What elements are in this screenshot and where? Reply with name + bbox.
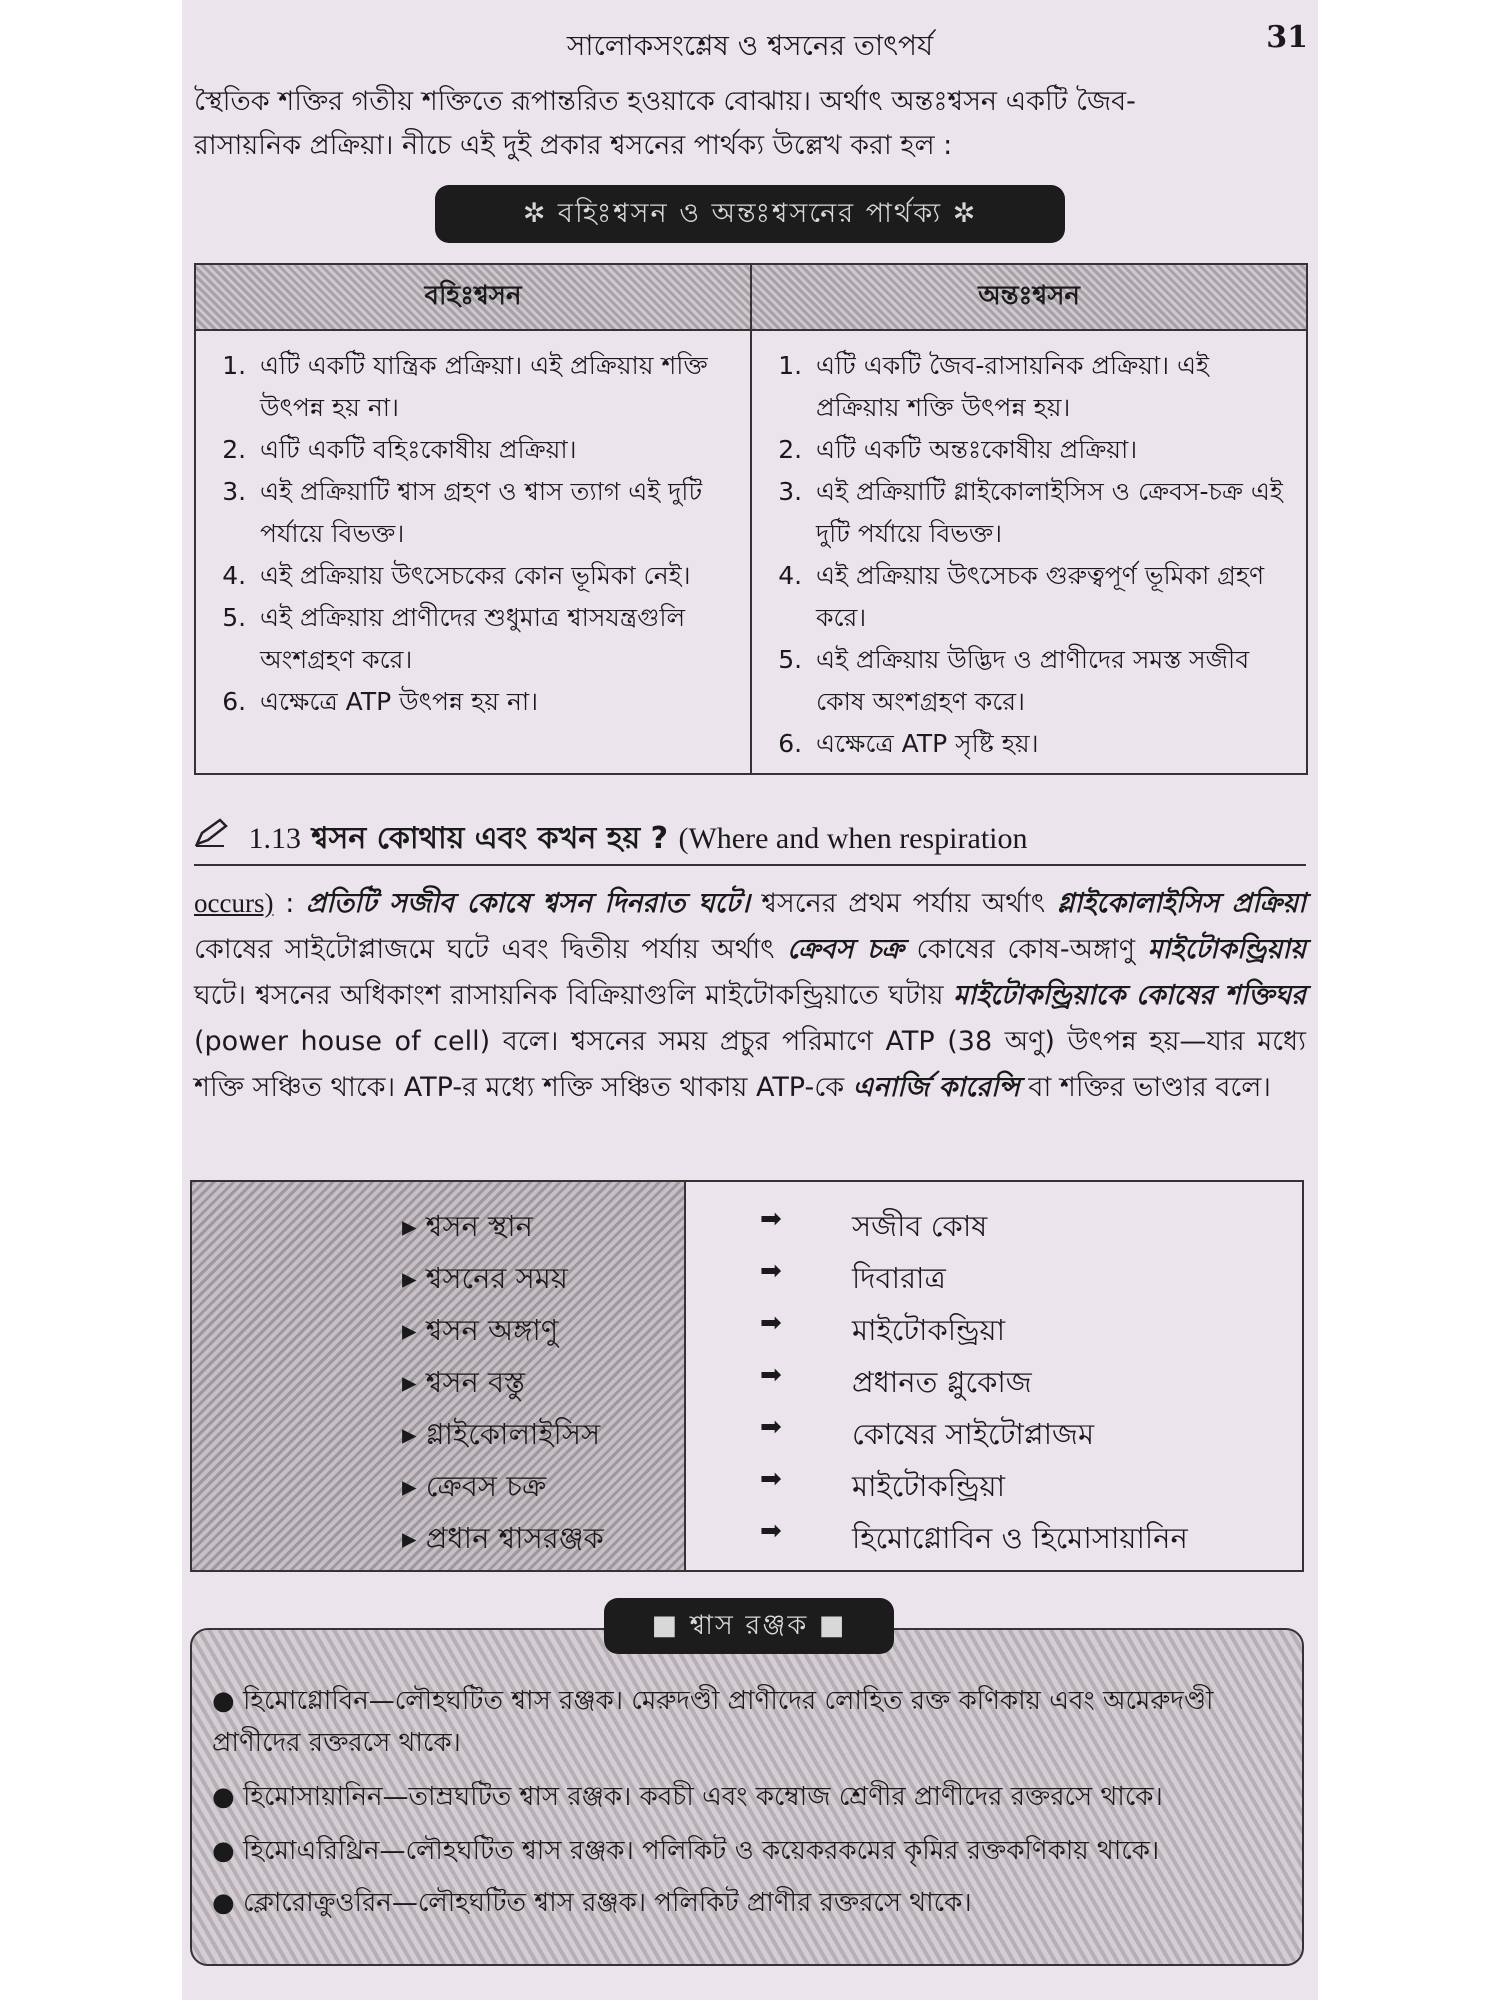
intro-line-1: স্থৈতিক শক্তির গতীয় শক্তিতে রূপান্তরিত হওয়াকে বোঝায়। অর্থাৎ অন্তঃশ্বসন একটি জৈব- xyxy=(194,86,1136,117)
list-item: 3. এই প্রক্রিয়াটি গ্লাইকোলাইসিস ও ক্রেবস-চক্র এই দুটি পর্যায়ে বিভক্ত। xyxy=(810,471,1292,555)
fact-value: হিমোগ্লোবিন ও হিমোসায়ানিন xyxy=(852,1521,1188,1555)
fact-label: ▸ শ্বসন অঙ্গাণু xyxy=(402,1313,559,1347)
respiratory-pigments-box xyxy=(190,1628,1304,1966)
fact-row xyxy=(192,1300,1302,1352)
fact-row xyxy=(192,1248,1302,1300)
pencil-icon xyxy=(194,818,230,856)
fact-value: প্রধানত গ্লুকোজ xyxy=(852,1365,1032,1399)
pigment-item: ● হিমোগ্লোবিন—লৌহঘটিত শ্বাস রঞ্জক। মেরুদণ্ডী প্রাণীদের লোহিত রক্ত কণিকায় এবং অমেরুদণ্ডী প্রাণীদের রক্তরসে থাকে। xyxy=(212,1686,1214,1758)
arrow-icon: ➡ xyxy=(760,1516,782,1546)
list-item: 2. এটি একটি অন্তঃকোষীয় প্রক্রিয়া। xyxy=(810,429,1292,471)
list-item: 4. এই প্রক্রিয়ায় উৎসেচকের কোন ভূমিকা নেই। xyxy=(254,555,736,597)
emphasis-text: প্রতিটি সজীব কোষে শ্বসন দিনরাত ঘটে। xyxy=(306,888,750,919)
arrow-icon: ➡ xyxy=(760,1464,782,1494)
respiratory-pigment-banner: ■ শ্বাস রঞ্জক ■ xyxy=(604,1598,894,1654)
list-item: 6. এক্ষেত্রে ATP উৎপন্ন হয় না। xyxy=(254,681,736,723)
body-text: কোষের সাইটোপ্লাজমে ঘটে এবং দ্বিতীয় পর্যায় অর্থাৎ xyxy=(194,934,788,965)
list-item: 1. এটি একটি জৈব-রাসায়নিক প্রক্রিয়া। এই প্রক্রিয়ায় শক্তি উৎপন্ন হয়। xyxy=(810,345,1292,429)
fact-value: দিবারাত্র xyxy=(852,1261,946,1295)
fact-row xyxy=(192,1404,1302,1456)
fact-label: ▸ শ্বসন স্থান xyxy=(402,1209,533,1243)
emphasis-text: মাইটোকন্ড্রিয়াকে কোষের শক্তিঘর xyxy=(953,980,1307,1011)
list-item: 1. এটি একটি যান্ত্রিক প্রক্রিয়া। এই প্রক্রিয়ায় শক্তি উৎপন্ন হয় না। xyxy=(254,345,736,429)
arrow-icon: ➡ xyxy=(760,1412,782,1442)
comparison-table xyxy=(194,263,1308,775)
respiration-facts-table xyxy=(190,1180,1304,1572)
list-item: 6. এক্ষেত্রে ATP সৃষ্টি হয়। xyxy=(810,723,1292,765)
section-title-bengali: শ্বসন কোথায় এবং কখন হয় ? xyxy=(311,821,669,856)
pigment-item: ● ক্লোরোক্রুওরিন—লৌহঘটিত শ্বাস রঞ্জক। পলিকিট প্রাণীর রক্তরসে থাকে। xyxy=(212,1888,972,1918)
emphasis-text: মাইটোকন্ড্রিয়ায় xyxy=(1147,934,1306,965)
fact-label: ▸ শ্বসন বস্তু xyxy=(402,1365,526,1399)
fact-value: সজীব কোষ xyxy=(852,1209,988,1243)
textbook-page xyxy=(182,0,1318,2000)
emphasis-text: ক্রেবস চক্র xyxy=(787,934,905,965)
running-header xyxy=(182,20,1318,60)
chapter-title: সালোকসংশ্লেষ ও শ্বসনের তাৎপর্য xyxy=(566,29,934,62)
fact-value: মাইটোকন্ড্রিয়া xyxy=(852,1469,1006,1503)
fact-label: ▸ শ্বসনের সময় xyxy=(402,1261,568,1295)
emphasis-text: গ্লাইকোলাইসিস প্রক্রিয়া xyxy=(1056,888,1306,919)
arrow-icon: ➡ xyxy=(760,1360,782,1390)
header-internal-respiration: অন্তঃশ্বসন xyxy=(751,264,1307,330)
fact-value: কোষের সাইটোপ্লাজম xyxy=(852,1417,1095,1451)
list-item: 4. এই প্রক্রিয়ায় উৎসেচক গুরুত্বপূর্ণ ভূমিকা গ্রহণ করে। xyxy=(810,555,1292,639)
list-item: 3. এই প্রক্রিয়াটি শ্বাস গ্রহণ ও শ্বাস ত্যাগ এই দুটি পর্যায়ে বিভক্ত। xyxy=(254,471,736,555)
intro-paragraph xyxy=(194,80,1306,168)
fact-row xyxy=(192,1508,1302,1560)
list-item: 5. এই প্রক্রিয়ায় প্রাণীদের শুধুমাত্র শ্বাসযন্ত্রগুলি অংশগ্রহণ করে। xyxy=(254,597,736,681)
external-respiration-cell xyxy=(195,330,751,774)
body-text: বা শক্তির ভাণ্ডার বলে। xyxy=(1019,1072,1271,1103)
section-heading xyxy=(194,814,1306,866)
body-text: শ্বসনের প্রথম পর্যায় অর্থাৎ xyxy=(749,888,1057,919)
section-number: 1.13 xyxy=(248,822,301,855)
fact-value: মাইটোকন্ড্রিয়া xyxy=(852,1313,1006,1347)
body-text: (power house of cell) বলে। শ্বসনের সময় প্রচুর পরিমাণে ATP (38 অণু) উৎপন্ন হয়—যার মধ্যে শক্তি সঞ্চিত থাকে। ATP-র মধ্যে শক্তি সঞ্চিত থাকায় ATP-কে xyxy=(194,1026,1306,1103)
page-number: 31 xyxy=(1266,20,1308,55)
intro-line-2: রাসায়নিক প্রক্রিয়া। নীচে এই দুই প্রকার শ্বসনের পার্থক্য উল্লেখ করা হল : xyxy=(194,130,953,161)
pigment-item: ● হিমোসায়ানিন—তাম্রঘটিত শ্বাস রঞ্জক। কবচী এবং কম্বোজ শ্রেণীর প্রাণীদের রক্তরসে থাকে। xyxy=(212,1782,1163,1812)
body-text: কোষের কোষ-অঙ্গাণু xyxy=(904,934,1148,965)
section-paragraph: occurs) : প্রতিটি সজীব কোষে শ্বসন দিনরাত ঘটে। শ্বসনের প্রথম পর্যায় অর্থাৎ গ্লাইকোলাইসিস প্রক্রিয়া কোষের সাইটোপ্লাজমে ঘটে এবং দ্বিতীয় পর্যায় অর্থাৎ ক্রেবস চক্র কোষের কোষ-অঙ্গাণু মাইটোকন্ড্রিয়ায় ঘটে। শ্বসনের অধিকাংশ রাসায়নিক বিক্রিয়াগুলি মাইটোকন্ড্রিয়াতে ঘটায় মাইটোকন্ড্রিয়াকে কোষের শক্তিঘর (power house of cell) বলে। শ্বসনের সময় প্রচুর পরিমাণে ATP (38 অণু) উৎপন্ন হয়—যার মধ্যে শক্তি সঞ্চিত থাকে। ATP-র মধ্যে শক্তি সঞ্চিত থাকায় ATP-কে এনার্জি কারেন্সি বা শক্তির ভাণ্ডার বলে। xyxy=(194,888,1307,1103)
emphasis-text: এনার্জি কারেন্সি xyxy=(852,1072,1020,1103)
fact-row xyxy=(192,1456,1302,1508)
arrow-icon: ➡ xyxy=(760,1204,782,1234)
list-item: 2. এটি একটি বহিঃকোষীয় প্রক্রিয়া। xyxy=(254,429,736,471)
header-external-respiration: বহিঃশ্বসন xyxy=(195,264,751,330)
arrow-icon: ➡ xyxy=(760,1308,782,1338)
fact-label: ▸ ক্রেবস চক্র xyxy=(402,1469,547,1503)
difference-banner: ✲ বহিঃশ্বসন ও অন্তঃশ্বসনের পার্থক্য ✲ xyxy=(435,185,1065,243)
pigment-item: ● হিমোএরিথ্রিন—লৌহঘটিত শ্বাস রঞ্জক। পলিকিট ও কয়েকরকমের কৃমির রক্তকণিকায় থাকে। xyxy=(212,1836,1160,1866)
body-text: ঘটে। শ্বসনের অধিকাংশ রাসায়নিক বিক্রিয়াগুলি মাইটোকন্ড্রিয়াতে ঘটায় xyxy=(194,980,954,1011)
fact-row xyxy=(192,1196,1302,1248)
internal-respiration-cell xyxy=(751,330,1307,774)
occurs-text: occurs) xyxy=(194,888,274,918)
list-item: 5. এই প্রক্রিয়ায় উদ্ভিদ ও প্রাণীদের সমস্ত সজীব কোষ অংশগ্রহণ করে। xyxy=(810,639,1292,723)
arrow-icon: ➡ xyxy=(760,1256,782,1286)
section-title-english: (Where and when respiration xyxy=(678,822,1028,855)
fact-label: ▸ প্রধান শ্বাসরঞ্জক xyxy=(402,1521,604,1555)
fact-label: ▸ গ্লাইকোলাইসিস xyxy=(402,1417,601,1451)
fact-row xyxy=(192,1352,1302,1404)
